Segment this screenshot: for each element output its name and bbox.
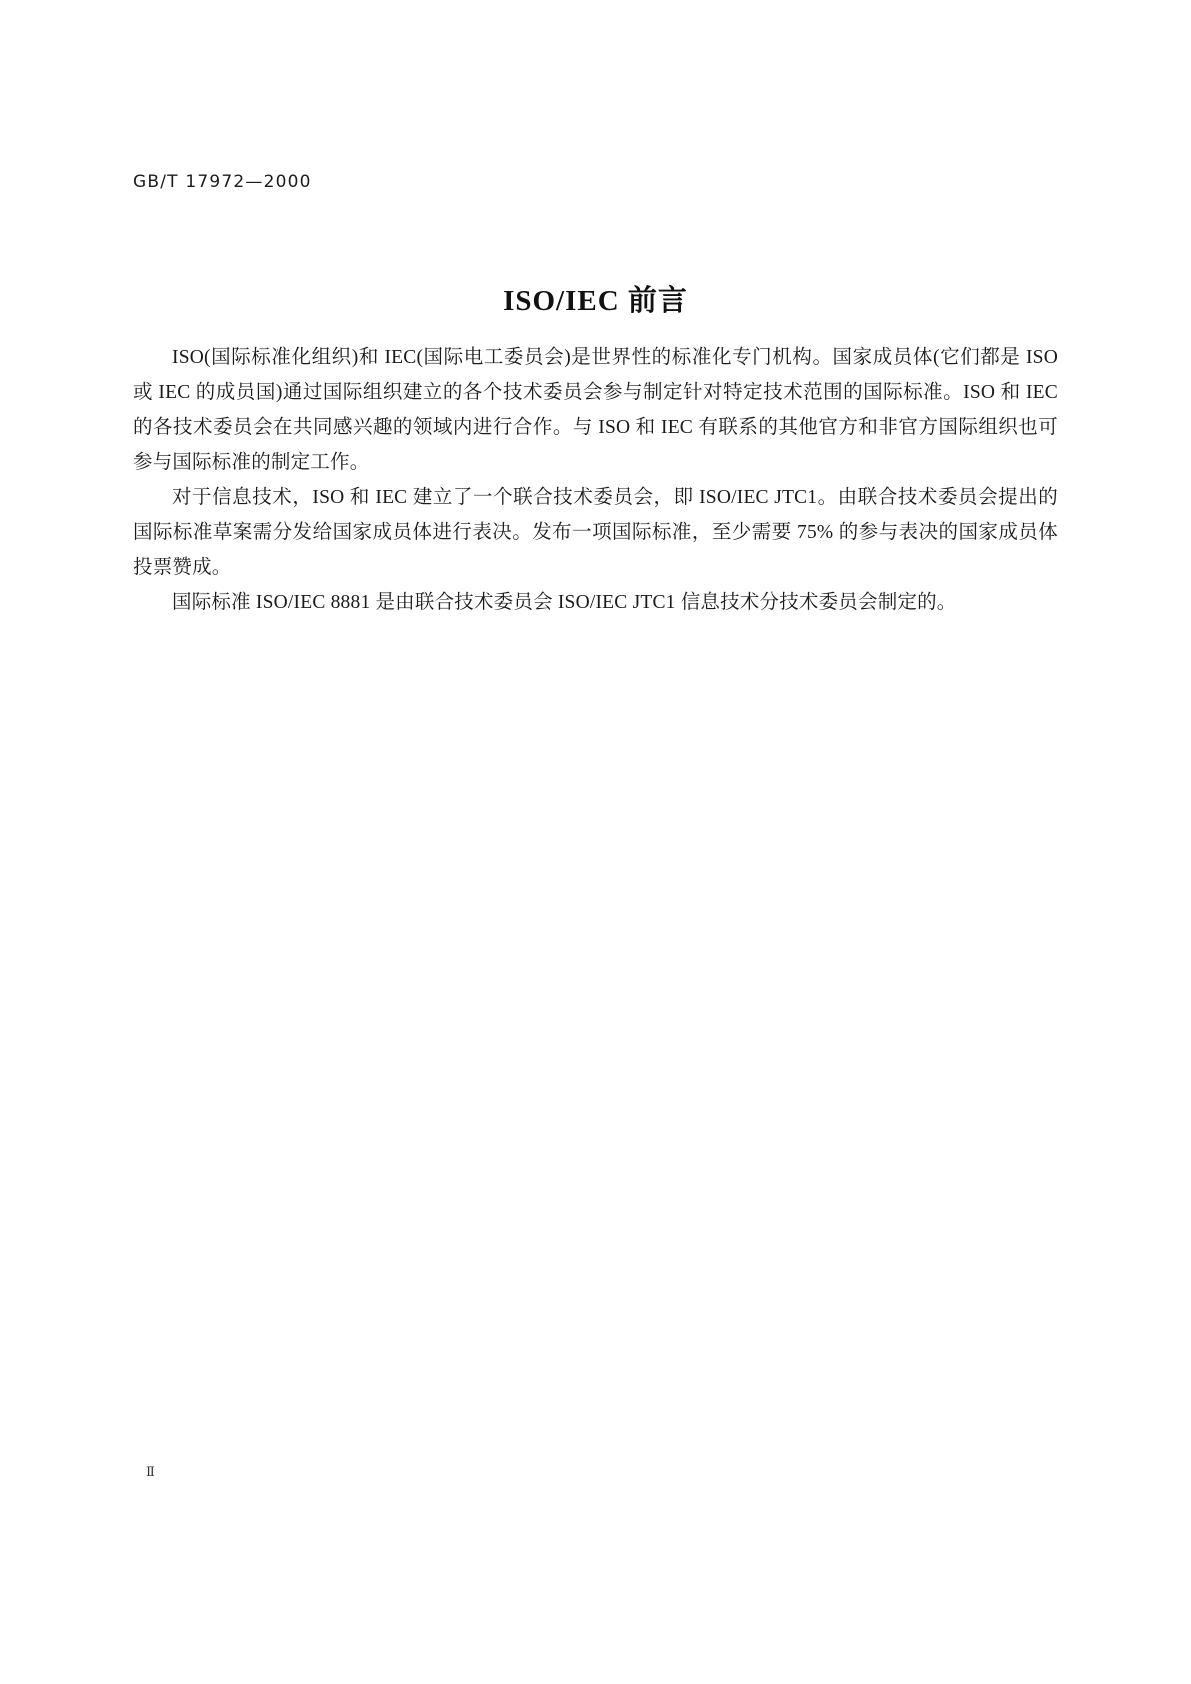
page-number: Ⅱ	[146, 1464, 155, 1479]
paragraph: 国际标准 ISO/IEC 8881 是由联合技术委员会 ISO/IEC JTC1 信息技术分技术委员会制定的。	[172, 592, 957, 613]
page-title: ISO/IEC 前言	[503, 285, 688, 317]
standard-number-header: GB/T 17972—2000	[133, 172, 312, 192]
foreword-body	[133, 340, 1058, 620]
paragraph: ISO(国际标准化组织)和 IEC(国际电工委员会)是世界性的标准化专门机构。国家成员体(它们都是 ISO 或 IEC 的成员国)通过国际组织建立的各个技术委员会参与制定针对特定技术范围的国际标准。ISO 和 IEC 的各技术委员会在共同感兴趣的领域内进行合作。与 ISO 和 IEC 有联系的其他官方和非官方国际组织也可参与国际标准的制定工作。	[133, 347, 1058, 473]
paragraph: 对于信息技术，ISO 和 IEC 建立了一个联合技术委员会，即 ISO/IEC JTC1。由联合技术委员会提出的国际标准草案需分发给国家成员体进行表决。发布一项国际标准，至少需要 75% 的参与表决的国家成员体投票赞成。	[133, 487, 1058, 578]
